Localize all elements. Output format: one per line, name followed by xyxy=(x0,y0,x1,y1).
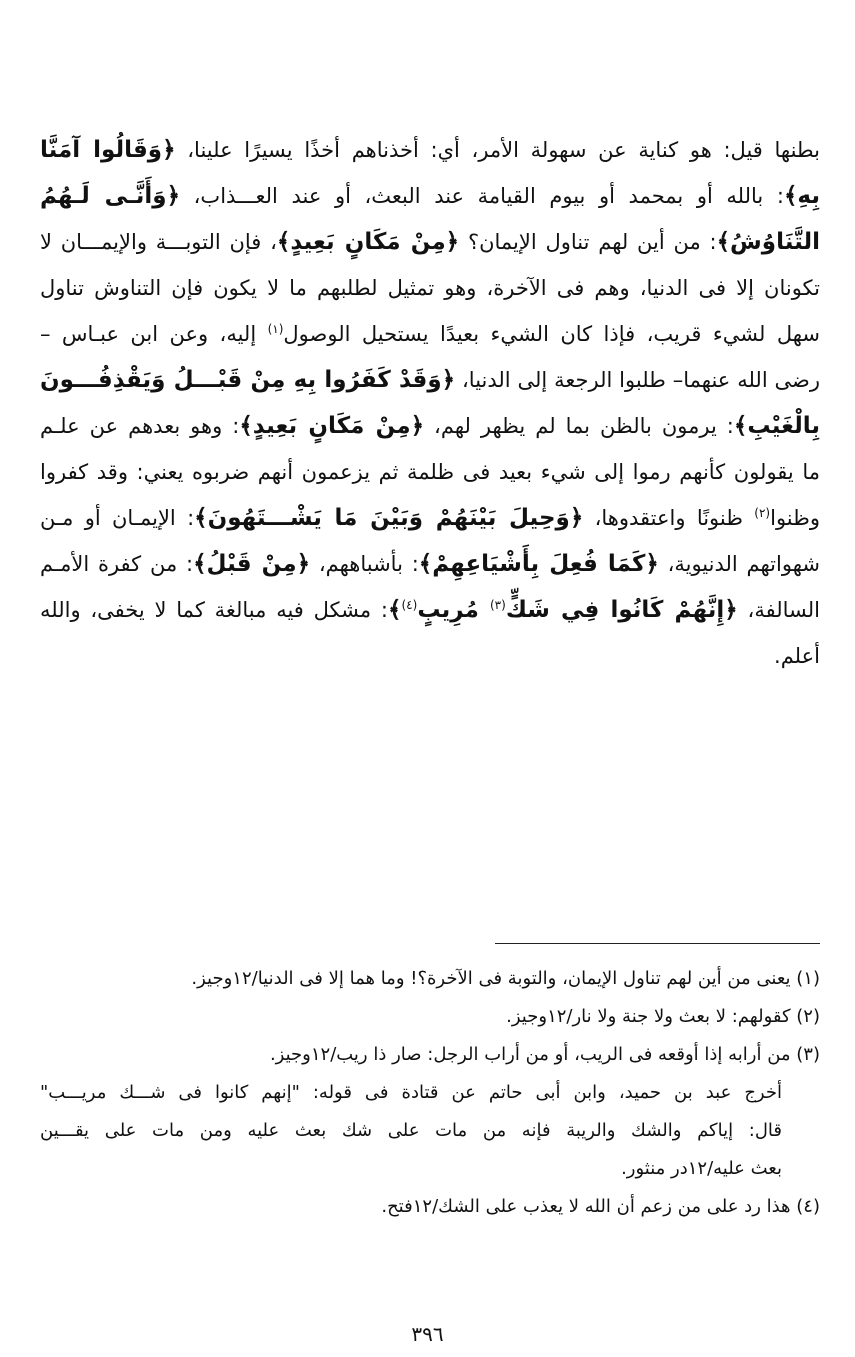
text-line xyxy=(40,495,820,541)
commentary-text: رضى الله عنهما– طلبوا الرجعة إلى الدنيا، xyxy=(455,368,821,392)
commentary-text: شهواتهم الدنيوية، xyxy=(658,552,820,576)
footnote-line: بعث عليه/١٢در منثور. xyxy=(621,1158,782,1179)
footnote-marker: (٢) xyxy=(754,506,771,520)
quran-quote: بِهِ﴾ xyxy=(783,183,820,209)
footnote-marker: (٣) xyxy=(489,598,506,612)
footnote-line: أخرج عبد بن حميد، وابن أبى حاتم عن قتادة فى قوله: "إنهم كانوا فى شـــك مريـــب" xyxy=(40,1082,782,1103)
text-line xyxy=(40,265,820,311)
footnote-marker: (٤) xyxy=(401,598,418,612)
commentary-text: : الإيمـان أو مـن xyxy=(40,506,195,530)
main-text-block xyxy=(40,127,820,679)
quran-quote: ﴿وَأَنَّـى لَـهُمُ xyxy=(40,183,181,209)
commentary-text: : وهو بعدهم عن علـم xyxy=(40,414,240,438)
footnote-line: (٤) هذا رد على من زعم أن الله لا يعذب على الشك/١٢فتح. xyxy=(381,1196,820,1217)
commentary-text: : يرمون بالظن بما لم يظهر لهم، xyxy=(424,414,734,438)
commentary-text: تكونان إلا فى الدنيا، وهم فى الآخرة، وهو تمثيل لطلبهم ما لا يكون فإن التناوش تناول xyxy=(40,276,820,300)
quran-quote: ﴿وَقَالُوا آمَنَّا xyxy=(40,137,176,163)
commentary-text: أعلم. xyxy=(774,644,820,668)
commentary-text: بطنها قيل: هو كناية عن سهولة الأمر، أي: أخذناهم أخذًا يسيرًا علينا، xyxy=(175,138,820,162)
commentary-text: ، فإن التوبـــة والإيمـــان لا xyxy=(40,230,277,254)
footnote-line: (١) يعنى من أين لهم تناول الإيمان، والتوبة فى الآخرة؟! وما هما إلا فى الدنيا/١٢وجيز. xyxy=(191,968,820,989)
footnotes-block xyxy=(40,960,820,1226)
commentary-text: سهل لشيء قريب، فإذا كان الشيء بعيدًا يستحيل الوصول xyxy=(283,322,820,346)
text-line xyxy=(40,587,820,633)
quran-quote: التَّنَاوُشُ﴾ xyxy=(716,229,821,255)
text-line xyxy=(40,173,820,219)
text-line xyxy=(40,311,820,357)
text-line xyxy=(40,357,820,403)
quran-quote: ﴾ xyxy=(388,597,402,623)
quran-quote: بِالْغَيْبِ﴾ xyxy=(733,413,820,439)
commentary-text: ظنونًا واعتقدوها، xyxy=(583,506,755,530)
commentary-text: : بالله أو بمحمد أو بيوم القيامة عند البعث، أو عند العـــذاب، xyxy=(180,184,784,208)
commentary-text: وظنوا xyxy=(770,506,820,530)
footnote-line: (٣) من أرابه إذا أوقعه فى الريب، أو من أراب الرجل: صار ذا ريب/١٢وجيز. xyxy=(269,1044,820,1065)
quran-quote: ﴿مِنْ قَبْلُ﴾ xyxy=(193,551,311,577)
commentary-text: : من أين لهم تناول الإيمان؟ xyxy=(459,230,717,254)
text-line xyxy=(40,541,820,587)
footnote-line: قال: إياكم والشك والريبة فإنه من مات على شك بعث عليه ومن مات على يقـــين xyxy=(40,1120,782,1141)
quran-quote: ﴿وَحِيلَ بَيْنَهُمْ وَبَيْنَ مَا يَشْـــتَهُونَ﴾ xyxy=(194,505,584,531)
quran-quote: ﴿وَقَدْ كَفَرُوا بِهِ مِنْ قَبْـــلُ وَيَقْذِفُـــونَ xyxy=(40,367,456,393)
text-line xyxy=(40,403,820,449)
page-number: ٣٩٦ xyxy=(411,1322,444,1346)
quran-quote: ﴿كَمَا فُعِلَ بِأَشْيَاعِهِمْ﴾ xyxy=(418,551,659,577)
text-line xyxy=(40,127,820,173)
quran-quote: ﴿مِنْ مَكَانٍ بَعِيدٍ﴾ xyxy=(239,413,425,439)
commentary-text: إليه، وعن ابن عبـاس – xyxy=(40,322,268,346)
quran-quote: ﴿مِنْ مَكَانٍ بَعِيدٍ﴾ xyxy=(276,229,460,255)
footnote-line: (٢) كقولهم: لا بعث ولا جنة ولا نار/١٢وجيز. xyxy=(506,1006,820,1027)
text-line xyxy=(40,633,820,679)
commentary-text: السالفة، xyxy=(737,598,820,622)
quran-quote: ﴿إِنَّهُمْ كَانُوا فِي شَكٍّ xyxy=(505,597,738,623)
commentary-text: : بأشباههم، xyxy=(310,552,419,576)
commentary-text: ما يقولون كأنهم رموا إلى شيء بعيد فى ظلمة ثم يزعمون أنهم ضربوه يعني: وقد كفروا xyxy=(40,460,820,484)
commentary-text: : من كفرة الأمـم xyxy=(40,552,194,576)
commentary-text: : مشكل فيه مبالغة كما لا يخفى، والله xyxy=(40,598,388,622)
text-line xyxy=(40,449,820,495)
footnote-marker: (١) xyxy=(267,322,284,336)
quran-quote: مُرِيبٍ xyxy=(417,597,490,623)
text-line xyxy=(40,219,820,265)
footnote-separator xyxy=(495,943,820,944)
